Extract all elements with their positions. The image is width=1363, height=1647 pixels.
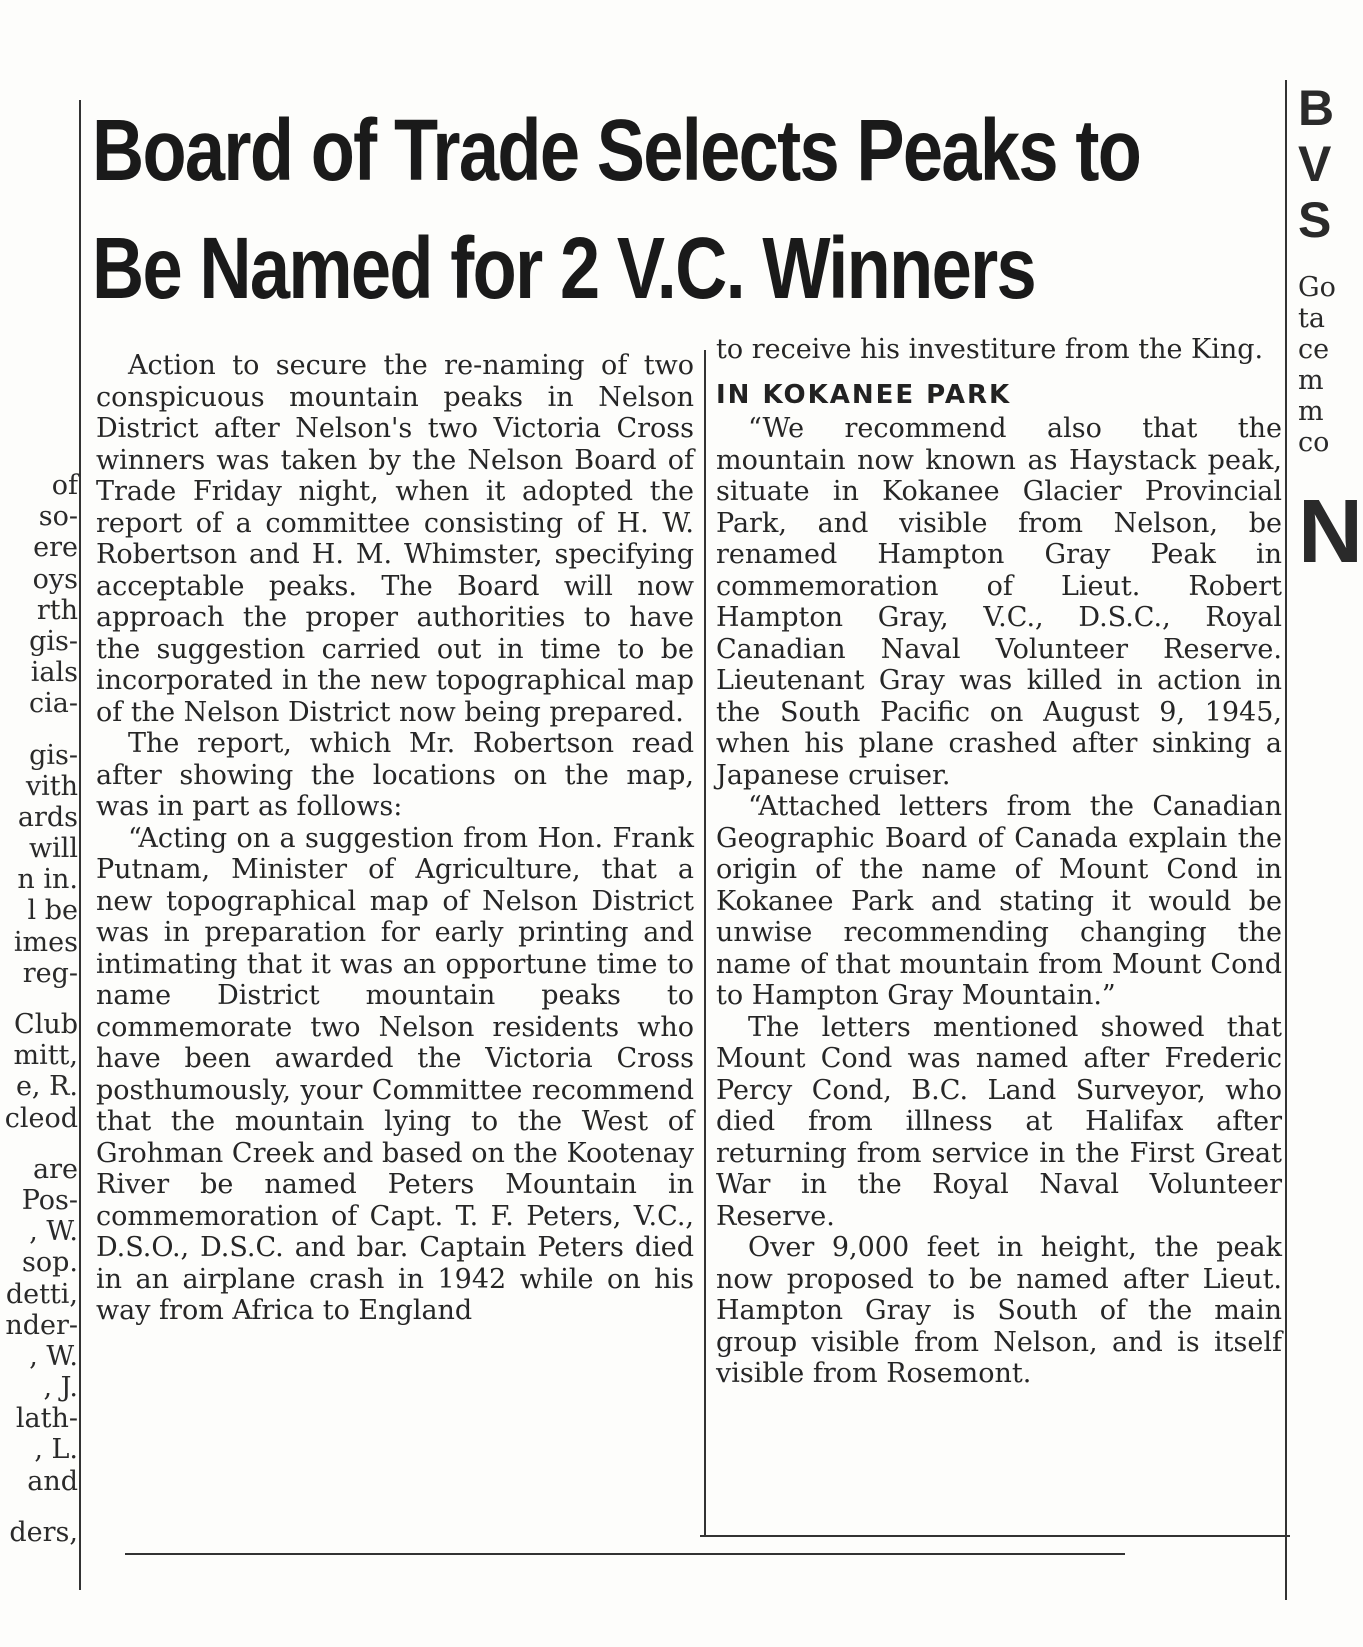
fragment-line: lath-: [15, 1403, 78, 1435]
left-column-rule: [79, 100, 81, 1590]
fragment-gap: [0, 989, 78, 1009]
fragment-headline-letter: B: [1298, 80, 1335, 136]
fragment-line: e, R.: [15, 1071, 78, 1103]
paragraph: Action to secure the re-naming of two conspicuous mountain peaks in Nelson District after Nelson's two Victoria Cross winners was taken by the Nelson Board of Trade Friday night, when it adopted the report of a committee consisting of H. W. Robertson and H. M. Whimster, specifying acceptable peaks. The Board will now approach the proper authorities to have the suggestion carried out in time to be incorporated in the new topographical map of the Nelson District now being prepared.: [96, 350, 694, 728]
fragment-gap: [0, 1497, 78, 1517]
fragment-line: Go: [1298, 272, 1336, 303]
fragment-line: gis-: [29, 739, 78, 771]
fragment-line: reg-: [22, 957, 78, 989]
fragment-line: and: [27, 1465, 78, 1497]
fragment-line: ards: [17, 801, 78, 833]
subheading: IN KOKANEE PARK: [716, 379, 1012, 410]
fragment-line: , W.: [29, 1340, 78, 1372]
paragraph: The letters mentioned showed that Mount Cond was named after Frederic Percy Cond, B.C. Land Surveyor, who died from illness at Halifax after returning from service in the First Great War in the Royal Naval Volunteer Reserve.: [716, 1011, 1282, 1232]
fragment-line: Pos-: [21, 1184, 78, 1216]
bottom-rule-right: [700, 1535, 1290, 1537]
fragment-line: nder-: [5, 1309, 78, 1341]
fragment-line: detti,: [5, 1278, 78, 1310]
fragment-line: sop.: [22, 1247, 78, 1279]
fragment-line: gis-: [29, 625, 78, 657]
fragment-gap: [0, 1134, 78, 1154]
middle-column-rule: [704, 350, 706, 1535]
fragment-line: Club: [14, 1009, 78, 1040]
fragment-line: ials: [30, 657, 78, 689]
fragment-line: ta: [1298, 303, 1325, 334]
fragment-line: m: [1298, 365, 1324, 396]
fragment-line: cleod: [4, 1102, 78, 1134]
bottom-rule: [125, 1553, 1125, 1555]
paragraph: “Acting on a suggestion from Hon. Frank Putnam, Minister of Agriculture, that a new topographical map of Nelson District was in preparation for early printing and intimating that it was an opportune time to name District mountain peaks to commemorate two Nelson residents who have been awarded the Victoria Cross posthumously, your Committee recommend that the mountain lying to the West of Grohman Creek and based on the Kootenay River be named Peters Mountain in commemoration of Capt. T. F. Peters, V.C., D.S.O., D.S.C. and bar. Captain Peters died in an airplane crash in 1942 while on his way from Africa to England: [96, 822, 694, 1326]
headline: [92, 92, 1141, 328]
paragraph-continuation: to receive his investiture from the King.: [716, 334, 1264, 365]
fragment-line: ce: [1298, 334, 1330, 365]
fragment-line: mitt,: [13, 1040, 78, 1072]
paragraph: “We recommend also that the mountain now known as Haystack peak, situate in Kokanee Glacier Provincial Park, and visible from Nelson, be renamed Hampton Gray Peak in commemoration of Lieut. Robert Hampton Gray, V.C., D.S.C., Royal Canadian Naval Volunteer Reserve. Lieutenant Gray was killed in action in the South Pacific on August 9, 1945, when his plane crashed after sinking a Japanese cruiser.: [716, 413, 1282, 791]
headline-line-2: Be Named for 2 V.C. Winners: [92, 220, 1036, 317]
fragment-headline-letter: N: [1298, 482, 1363, 582]
paragraph: The report, which Mr. Robertson read after showing the locations on the map, was in part as follows:: [96, 728, 694, 822]
paragraph: Over 9,000 feet in height, the peak now proposed to be named after Lieut. Hampton Gray is South of the main group visible from Nelson, and is itself visible from Rosemont.: [716, 1232, 1282, 1389]
left-adjacent-column-fragments: [0, 470, 78, 1548]
fragment-line: ders,: [9, 1516, 78, 1548]
right-column-rule: [1285, 80, 1287, 1600]
fragment-headline-letter: V: [1298, 136, 1332, 192]
fragment-line: n in.: [17, 864, 78, 896]
fragment-line: are: [33, 1153, 78, 1185]
fragment-line: l be: [27, 895, 78, 927]
fragment-line: m: [1298, 396, 1324, 427]
fragment-line: of: [51, 470, 78, 501]
fragment-line: will: [28, 833, 78, 865]
fragment-line: co: [1298, 427, 1330, 458]
fragment-line: ere: [33, 532, 78, 564]
right-adjacent-column-fragments: [1298, 80, 1363, 582]
fragment-line: , W.: [29, 1216, 78, 1248]
fragment-line: vith: [25, 770, 78, 802]
fragment-line: rth: [36, 594, 78, 626]
fragment-gap: [0, 720, 78, 740]
fragment-headline-letter: S: [1298, 192, 1332, 248]
article-column-1: [96, 350, 694, 1327]
headline-line-1: Board of Trade Selects Peaks to: [92, 102, 1141, 199]
fragment-line: so-: [38, 501, 78, 533]
paragraph: “Attached letters from the Canadian Geographic Board of Canada explain the origin of the name of Mount Cond in Kokanee Park and stating it would be unwise recommending changing the name of that mountain from Mount Cond to Hampton Gray Mountain.”: [716, 791, 1282, 1011]
fragment-gap: [1298, 458, 1341, 482]
fragment-line: oys: [32, 563, 78, 595]
fragment-line: , L.: [34, 1434, 78, 1466]
article-column-2: [716, 334, 1282, 1390]
fragment-gap: [1298, 248, 1341, 272]
fragment-line: , J.: [43, 1372, 78, 1404]
fragment-line: imes: [13, 926, 78, 958]
fragment-line: cia-: [29, 688, 78, 720]
